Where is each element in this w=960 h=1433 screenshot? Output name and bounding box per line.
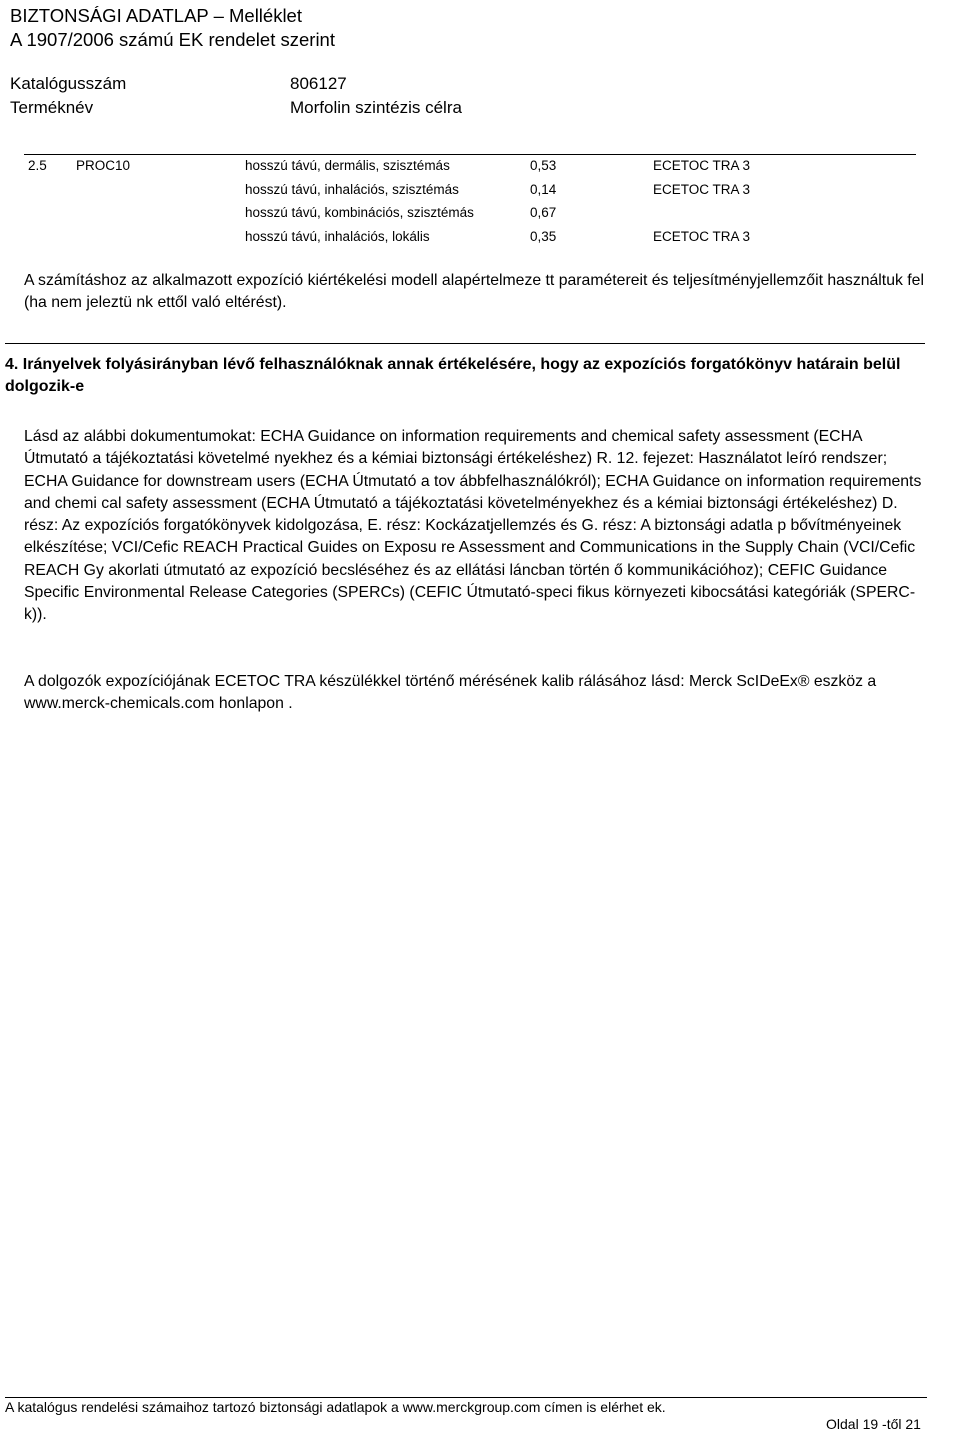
footer-rule [5,1397,927,1398]
row-value: 0,53 [530,158,557,173]
catalog-row [10,72,462,96]
section-4-heading: 4. Irányelvek folyásirányban lévő felhasználóknak annak értékelésére, hogy az expozíciós forgatókönyv határain belül dolgozik-e [5,356,901,395]
calculation-note: A számításhoz az alkalmazott expozíció kiértékelési modell alapértelmeze tt paramétereit és teljesítményjellemzőit használtuk fel (ha nem jeleztü nk ettől való eltérést). [24,272,924,312]
product-value: Morfolin szintézis célra [290,98,462,117]
catalog-value: 806127 [290,74,347,93]
row-method: ECETOC TRA 3 [653,158,751,173]
product-meta [10,72,462,120]
section-4-body-calibration: A dolgozók expozíciójának ECETOC TRA készülékkel történő mérésének kalib rálásához lásd: Merck ScIDeEx® eszköz a www.merck-chemicals.com honlapon . [24,673,877,713]
row-number: 2.5 [28,158,47,173]
row-proc: PROC10 [76,158,131,173]
row-description: hosszú távú, inhalációs, szisztémás [245,181,459,197]
product-row [10,96,462,120]
row-value: 0,35 [530,228,557,244]
page-number: Oldal 19 -től 21 [826,1416,921,1432]
section-4-body: Lásd az alábbi dokumentumokat: ECHA Guidance on information requirements and chemical safety assessment (ECHA Útmutató a tájékoztatási követelmé nyekhez és a kémiai biztonsági értékeléshez) R. 12. fejezet: Használatot leíró rendszer; ECHA Guidance for downstream users (ECHA Útmutató a tov ábbfelhasználókról); ECHA Guidance on information requirements and chemi cal safety assessment (ECHA Útmutató a tájékoztatási követelményekhez és a kémiai biztonsági értékeléshez) D. rész: Az expozíciós forgatókönyvek kidolgozása, E. rész: Kockázatjellemzés és G. rész: A biztonsági adatla p bővítményeinek elkészítése; VCI/Cefic REACH Practical Guides on Exposu re Assessment and Communications in the Supply Chain (VCI/Cefic REACH Gy akorlati útmutató az expozíció becsléséhez és az ellátási láncban történ ő kommunikációhoz); CEFIC Guidance Specific Environmental Release Categories (SPERCs) (CEFIC Útmutató-speci fikus környezeti kibocsátási kategóriák (SPERC-k)). [24,428,922,624]
row-value: 0,14 [530,181,557,197]
row-method: ECETOC TRA 3 [653,228,751,244]
product-label: Terméknév [10,98,94,117]
row-description: hosszú távú, kombinációs, szisztémás [245,205,474,220]
document-header [10,4,335,52]
footer-note: A katalógus rendelési számaihoz tartozó biztonsági adatlapok a www.merckgroup.com címen is elérhet ek. [5,1399,666,1415]
document-subtitle: A 1907/2006 számú EK rendelet szerint [10,29,335,50]
row-value: 0,67 [530,205,557,220]
table-top-rule [24,154,916,155]
document-title: BIZTONSÁGI ADATLAP – Melléklet [10,5,302,26]
row-description: hosszú távú, inhalációs, lokális [245,228,430,244]
section-rule [5,343,925,344]
row-method: ECETOC TRA 3 [653,181,751,197]
catalog-label: Katalógusszám [10,74,127,93]
row-description: hosszú távú, dermális, szisztémás [245,158,450,173]
